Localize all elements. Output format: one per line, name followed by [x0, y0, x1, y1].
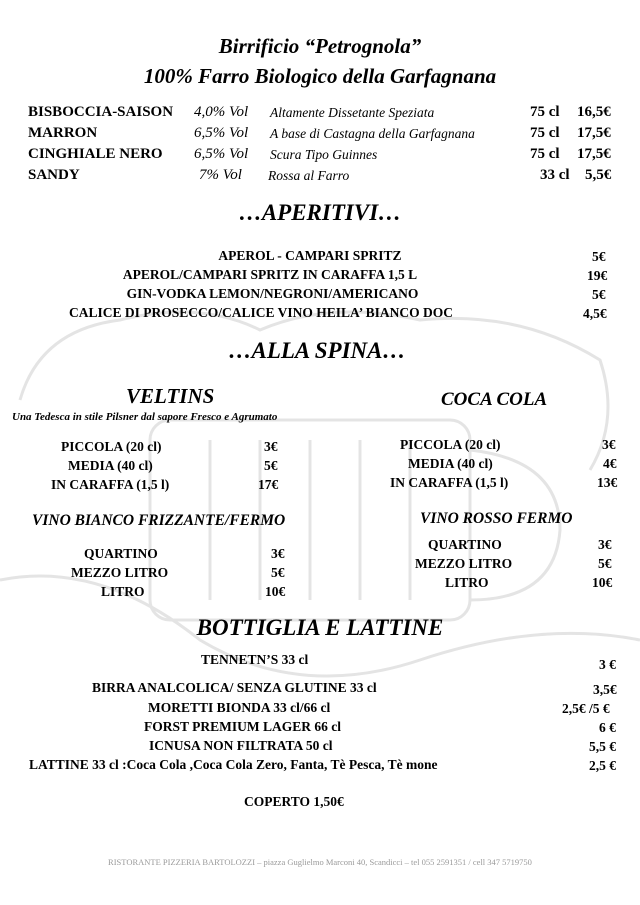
beer-name: BISBOCCIA-SAISON [28, 104, 174, 120]
veltins-item: MEDIA (40 cl) [68, 458, 153, 473]
veltins-subtitle: Una Tedesca in stile Pilsner dal sapore Fresco e Agrumato [12, 411, 278, 423]
vino-rosso-item: LITRO [445, 575, 489, 590]
aperitivi-title: …APERITIVI… [238, 200, 402, 225]
bottiglia-price: 2,5 € [589, 758, 616, 773]
beer-desc: A base di Castagna della Garfagnana [270, 126, 475, 141]
spina-title: …ALLA SPINA… [228, 338, 406, 363]
beer-abv: 6,5% Vol [194, 146, 249, 162]
veltins-price: 3€ [264, 439, 278, 454]
cocacola-price: 3€ [602, 437, 616, 452]
beer-row [0, 125, 640, 145]
beer-price: 5,5€ [585, 167, 612, 183]
beer-abv: 6,5% Vol [194, 125, 249, 141]
beer-size: 75 cl [530, 104, 560, 120]
bottiglia-price: 2,5€ /5 € [562, 701, 610, 716]
aperitivo-name: GIN-VODKA LEMON/NEGRONI/AMERICANO [126, 286, 419, 301]
bottiglia-item: MORETTI BIONDA 33 cl/66 cl [148, 700, 331, 715]
aperitivo-price: 4,5€ [583, 306, 607, 321]
aperitivo-price: 5€ [592, 249, 606, 264]
veltins-title: VELTINS [126, 384, 215, 408]
bottiglia-price: 6 € [599, 720, 616, 735]
beer-row [0, 146, 640, 166]
veltins-price: 17€ [258, 477, 279, 492]
aperitivo-name: CALICE DI PROSECCO/CALICE VINO HEILA’ BIANCO DOC [68, 305, 454, 320]
vino-rosso-item: MEZZO LITRO [415, 556, 513, 571]
bottiglia-title: BOTTIGLIA E LATTINE [196, 615, 444, 640]
beer-name: MARRON [28, 125, 98, 141]
bottiglia-item: BIRRA ANALCOLICA/ SENZA GLUTINE 33 cl [92, 680, 377, 695]
bottiglia-item: ICNUSA NON FILTRATA 50 cl [149, 738, 333, 753]
vino-bianco-item: MEZZO LITRO [71, 565, 169, 580]
beer-price: 17,5€ [577, 146, 611, 162]
bottiglia-price: 3,5€ [593, 682, 617, 697]
veltins-item: IN CARAFFA (1,5 l) [51, 477, 170, 492]
beer-row [0, 104, 640, 124]
aperitivo-name: APEROL - CAMPARI SPRITZ [218, 248, 402, 263]
vino-bianco-price: 3€ [271, 546, 285, 561]
beer-size: 75 cl [530, 125, 560, 141]
beer-row [0, 167, 640, 187]
beer-desc: Rossa al Farro [268, 168, 350, 183]
vino-rosso-title: VINO ROSSO FERMO [420, 510, 573, 527]
cocacola-price: 13€ [597, 475, 618, 490]
beer-abv: 4,0% Vol [194, 104, 249, 120]
vino-bianco-item: QUARTINO [84, 546, 158, 561]
beer-price: 17,5€ [577, 125, 611, 141]
bottiglia-item: FORST PREMIUM LAGER 66 cl [144, 719, 342, 734]
bottiglia-price: 3 € [599, 657, 616, 672]
veltins-price: 5€ [264, 458, 278, 473]
veltins-item: PICCOLA (20 cl) [61, 439, 162, 454]
brewery-subtitle: 100% Farro Biologico della Garfagnana [143, 64, 497, 88]
bottiglia-item: TENNETN’S 33 cl [201, 652, 309, 667]
beer-size: 75 cl [530, 146, 560, 162]
vino-bianco-item: LITRO [101, 584, 145, 599]
beer-desc: Scura Tipo Guinnes [270, 147, 378, 162]
cocacola-title: COCA COLA [441, 389, 548, 410]
cocacola-item: IN CARAFFA (1,5 l) [390, 475, 509, 490]
vino-bianco-price: 10€ [265, 584, 286, 599]
vino-rosso-price: 3€ [598, 537, 612, 552]
vino-bianco-price: 5€ [271, 565, 285, 580]
cocacola-price: 4€ [603, 456, 617, 471]
beer-desc: Altamente Dissetante Speziata [270, 105, 435, 120]
cocacola-item: PICCOLA (20 cl) [400, 437, 501, 452]
bottiglia-item: LATTINE 33 cl :Coca Cola ,Coca Cola Zero, Fanta, Tè Pesca, Tè mone [29, 757, 438, 772]
vino-bianco-title: VINO BIANCO FRIZZANTE/FERMO [32, 512, 286, 529]
brewery-title: Birrificio “Petrognola” [218, 34, 422, 58]
beer-size: 33 cl [540, 167, 570, 183]
footer-address: RISTORANTE PIZZERIA BARTOLOZZI – piazza Guglielmo Marconi 40, Scandicci – tel 055 2591351 / cell 347 5719750 [108, 857, 532, 867]
aperitivo-price: 19€ [587, 268, 608, 283]
beer-abv: 7% Vol [199, 167, 242, 183]
bottiglia-price: 5,5 € [589, 739, 616, 754]
cocacola-item: MEDIA (40 cl) [408, 456, 493, 471]
vino-rosso-price: 10€ [592, 575, 613, 590]
coperto: COPERTO 1,50€ [244, 794, 344, 809]
vino-rosso-item: QUARTINO [428, 537, 502, 552]
beer-name: SANDY [28, 167, 80, 183]
aperitivo-name: APEROL/CAMPARI SPRITZ IN CARAFFA 1,5 L [122, 267, 418, 282]
beer-name: CINGHIALE NERO [28, 146, 163, 162]
vino-rosso-price: 5€ [598, 556, 612, 571]
aperitivo-price: 5€ [592, 287, 606, 302]
beer-price: 16,5€ [577, 104, 611, 120]
